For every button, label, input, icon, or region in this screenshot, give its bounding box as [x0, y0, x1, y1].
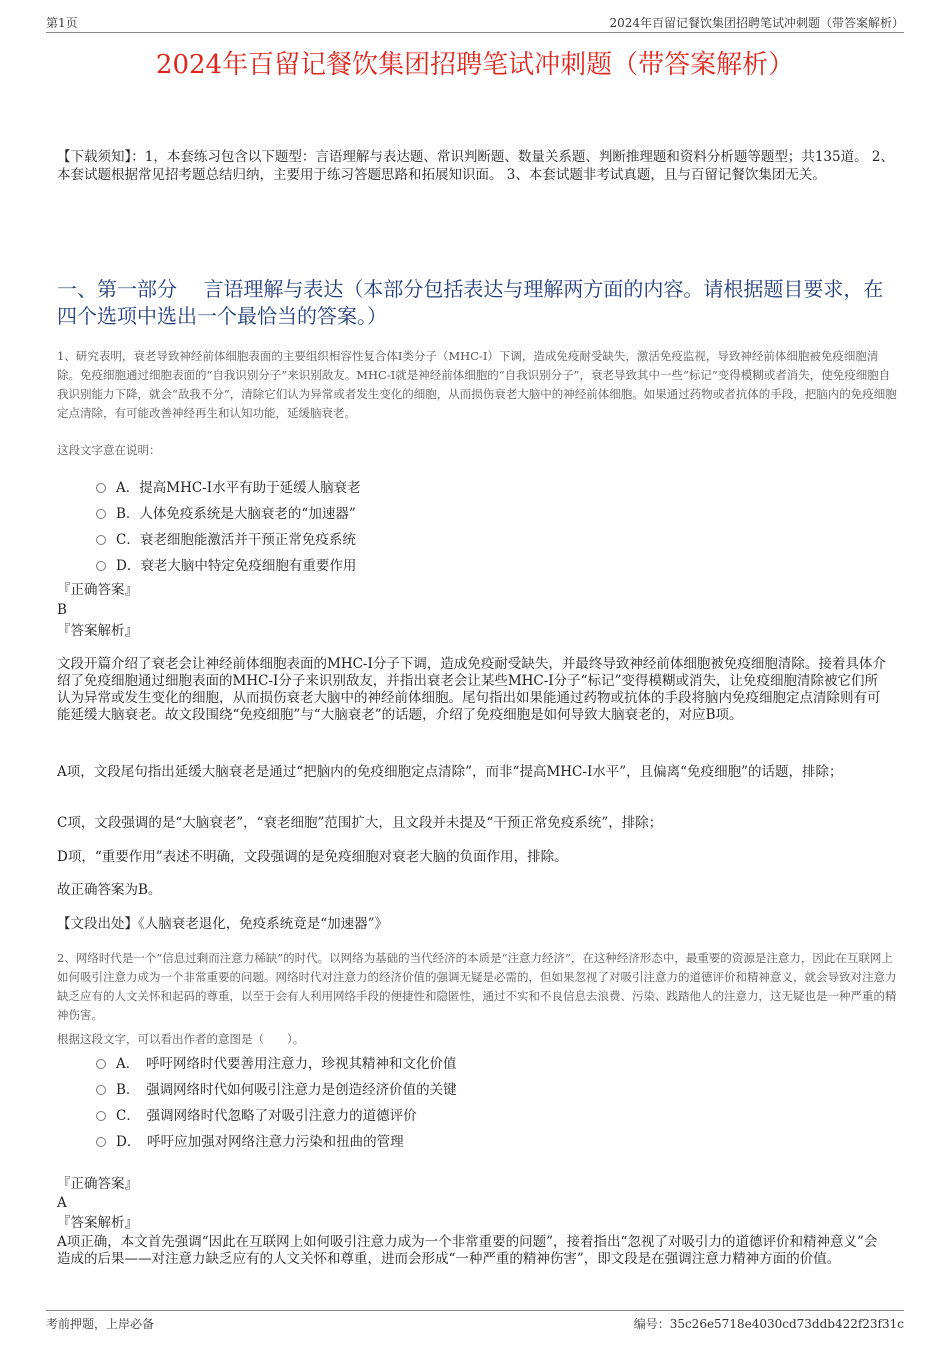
question-1-prompt: 这段文字意在说明： — [57, 443, 161, 457]
radio-button[interactable] — [96, 509, 106, 519]
analysis-paragraph: C项，文段强调的是“大脑衰老”，“衰老细胞”范围扩大，且文段并未提及“干预正常免疫系统”，排除； — [57, 815, 663, 831]
analysis-paragraph: A项正确，本文首先强调“因此在互联网上如何吸引注意力成为一个非常重要的问题”，接着指出“忽视了对吸引力的道德评价和精神意义”会造成的后果——对注意力缺乏应有的人文关怀和尊重，进而会形成“一种严重的精神伤害”，即文段是在强调注意力精神方面的价值。 — [57, 1234, 878, 1267]
option-a[interactable]: A．提高MHC-I水平有助于延缓人脑衰老 — [96, 473, 361, 499]
document-id: 编号：35c26e5718e4030cd73ddb422f23f31c — [633, 1317, 904, 1331]
page-footer — [46, 1310, 904, 1331]
answer-label: 『正确答案』 — [57, 582, 138, 598]
option-b[interactable]: B．人体免疫系统是大脑衰老的“加速器” — [96, 499, 361, 525]
radio-button[interactable] — [96, 1111, 106, 1121]
page-title: 2024年百留记餐饮集团招聘笔试冲刺题（带答案解析） — [155, 50, 795, 80]
question-2-stem: 2、网络时代是一个“信息过剩而注意力稀缺”的时代。以网络为基础的当代经济的本质是“注意力经济”，在这种经济形态中，最重要的资源是注意力，因此在互联网上如何吸引注意力成为一个非常重要的问题。网络时代对注意力的经济价值的强调无疑是必需的，但如果忽视了对吸引注意力的道德评价和精神意义，就会导致对注意力缺乏应有的人文关怀和起码的尊重，以至于会有人利用网络手段的便捷性和隐匿性，通过不实和不良信息去浪费、污染、践踏他人的注意力，这无疑也是一种严重的精神伤害。 — [57, 951, 897, 1022]
question-2-options — [96, 1049, 457, 1153]
question-1-options — [96, 473, 361, 577]
radio-button[interactable] — [96, 1059, 106, 1069]
answer-label: 『正确答案』 — [57, 1176, 138, 1192]
section-heading: 一、第一部分 言语理解与表达（本部分包括表达与理解两方面的内容。请根据题目要求，在四个选项中选出一个最恰当的答案。） — [57, 277, 884, 328]
analysis-label: 『答案解析』 — [57, 623, 138, 639]
radio-button[interactable] — [96, 535, 106, 545]
answer-value: B — [57, 602, 67, 618]
page-header — [46, 12, 904, 33]
text-source: 【文段出处】《人脑衰老退化，免疫系统竟是“加速器”》 — [57, 916, 389, 932]
page-number: 第1页 — [46, 16, 78, 30]
analysis-label: 『答案解析』 — [57, 1215, 138, 1231]
header-doc-title: 2024年百留记餐饮集团招聘笔试冲刺题（带答案解析） — [609, 16, 904, 30]
analysis-paragraph: 文段开篇介绍了衰老会让神经前体细胞表面的MHC-I分子下调，造成免疫耐受缺失，并最终导致神经前体细胞被免疫细胞清除。接着具体介绍了免疫细胞通过细胞表面的MHC-I分子来识别敌友，并指出衰老会让某些MHC-I分子“标记”变得模糊或消失，让免疫细胞清除被它们所认为异常或发生变化的细胞，从而损伤衰老大脑中的神经前体细胞。尾句指出如果能通过药物或抗体的手段将脑内免疫细胞定点清除则有可能延缓大脑衰老。故文段围绕“免疫细胞”与“大脑衰老”的话题，介绍了免疫细胞是如何导致大脑衰老的，对应B项。 — [57, 656, 886, 723]
analysis-paragraph: 故正确答案为B。 — [57, 882, 162, 898]
answer-value: A — [57, 1195, 67, 1211]
radio-button[interactable] — [96, 1137, 106, 1147]
radio-button[interactable] — [96, 561, 106, 571]
download-notice: 【下载须知】：1，本套练习包含以下题型：言语理解与表达题、常识判断题、数量关系题、判断推理题和资料分析题等题型；共135道。 2、本套试题根据常见招考题总结归纳，主要用于练习答题思路和拓展知识面。 3、本套试题非考试真题，且与百留记餐饮集团无关。 — [57, 149, 894, 183]
question-2-prompt: 根据这段文字，可以看出作者的意图是（ ）。 — [57, 1032, 305, 1046]
option-d[interactable]: D．衰老大脑中特定免疫细胞有重要作用 — [96, 551, 361, 577]
footer-slogan: 考前押题，上岸必备 — [46, 1317, 155, 1331]
option-b[interactable]: B． 强调网络时代如何吸引注意力是创造经济价值的关键 — [96, 1075, 457, 1101]
question-1-stem: 1、研究表明，衰老导致神经前体细胞表面的主要组织相容性复合体I类分子（MHC-I）下调，造成免疫耐受缺失，激活免疫监视，导致神经前体细胞被免疫细胞清除。免疫细胞通过细胞表面的“自我识别分子”来识别敌友。MHC-I就是神经前体细胞的“自我识别分子”，衰老导致其中一些“标记”变得模糊或者消失，使免疫细胞自我识别能力下降，就会“敌我不分”，清除它们认为异常或者发生变化的细胞，从而损伤衰老大脑中的神经前体细胞。如果通过药物或者抗体的手段，把脑内的免疫细胞定点清除，有可能改善神经再生和认知功能，延缓脑衰老。 — [57, 349, 897, 420]
option-c[interactable]: C． 强调网络时代忽略了对吸引注意力的道德评价 — [96, 1101, 457, 1127]
analysis-paragraph: A项，文段尾句指出延缓大脑衰老是通过“把脑内的免疫细胞定点清除”，而非“提高MHC-I水平”，且偏离“免疫细胞”的话题，排除； — [57, 764, 843, 780]
option-a[interactable]: A． 呼吁网络时代要善用注意力，珍视其精神和文化价值 — [96, 1049, 457, 1075]
analysis-paragraph: D项，“重要作用”表述不明确，文段强调的是免疫细胞对衰老大脑的负面作用，排除。 — [57, 849, 568, 865]
radio-button[interactable] — [96, 1085, 106, 1095]
radio-button[interactable] — [96, 483, 106, 493]
option-d[interactable]: D． 呼吁应加强对网络注意力污染和扭曲的管理 — [96, 1127, 457, 1153]
option-c[interactable]: C．衰老细胞能激活并干预正常免疫系统 — [96, 525, 361, 551]
